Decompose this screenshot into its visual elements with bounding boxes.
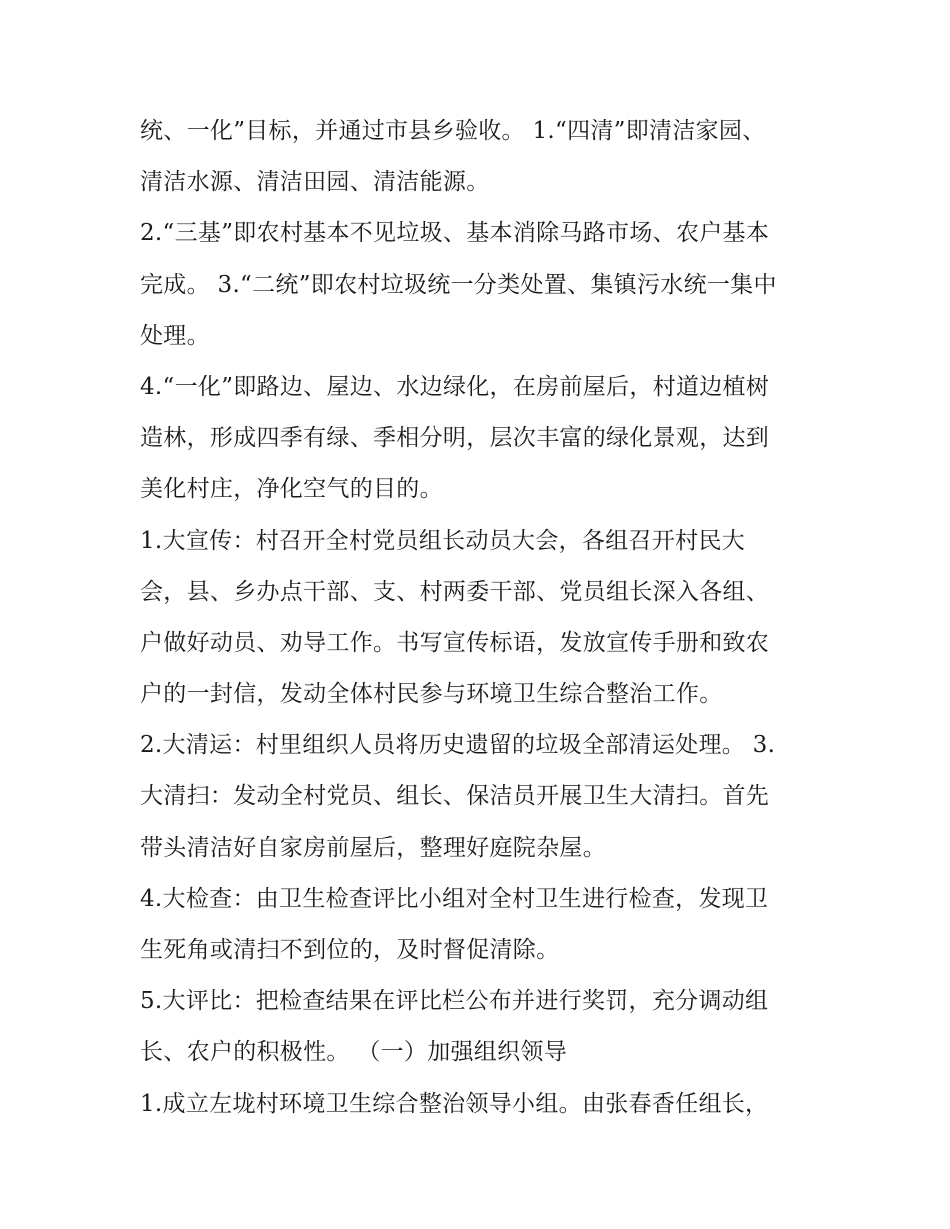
text-line: 完成。 3.“二统”即农村垃圾统一分类处置、集镇污水统一集中 [140, 271, 777, 298]
text-line: 1.大宣传：村召开全村党员组长动员大会，各组召开村民大 [140, 527, 746, 554]
text-line: 户的一封信，发动全体村民参与环境卫生综合整治工作。 [140, 681, 723, 708]
text-line: 清洁水源、清洁田园、清洁能源。 [140, 169, 490, 196]
text-line: 2.大清运：村里组织人员将历史遗留的垃圾全部清运处理。 3. [140, 732, 776, 759]
text-line: 户做好动员、劝导工作。书写宣传标语，发放宣传手册和致农 [140, 629, 770, 656]
text-line: 2.“三基”即农村基本不见垃圾、基本消除马路市场、农户基本 [140, 220, 770, 247]
text-line: 带头清洁好自家房前屋后，整理好庭院杂屋。 [140, 834, 606, 861]
text-line: 5.大评比：把检查结果在评比栏公布并进行奖罚，充分调动组 [140, 988, 769, 1015]
text-line: 长、农户的积极性。 （一）加强组织领导 [140, 1039, 568, 1066]
text-line: 处理。 [140, 322, 210, 349]
text-line: 1.成立左垅村环境卫生综合整治领导小组。由张春香任组长， [140, 1090, 769, 1117]
text-line: 会，县、乡办点干部、支、村两委干部、党员组长深入各组、 [140, 578, 770, 605]
text-line: 统、一化”目标，并通过市县乡验收。 1.“四清”即清洁家园、 [140, 118, 766, 144]
text-line: 美化村庄，净化空气的目的。 [140, 476, 443, 503]
text-line: 大清扫：发动全村党员、组长、保洁员开展卫生大清扫。首先 [140, 783, 770, 810]
document-body [140, 106, 830, 1130]
text-line: 生死角或清扫不到位的，及时督促清除。 [140, 937, 560, 963]
text-line: 4.大检查：由卫生检查评比小组对全村卫生进行检查，发现卫 [140, 885, 769, 912]
text-line: 4.“一化”即路边、屋边、水边绿化，在房前屋后，村道边植树 [140, 373, 770, 400]
text-line: 造林，形成四季有绿、季相分明，层次丰富的绿化景观，达到 [140, 425, 770, 452]
